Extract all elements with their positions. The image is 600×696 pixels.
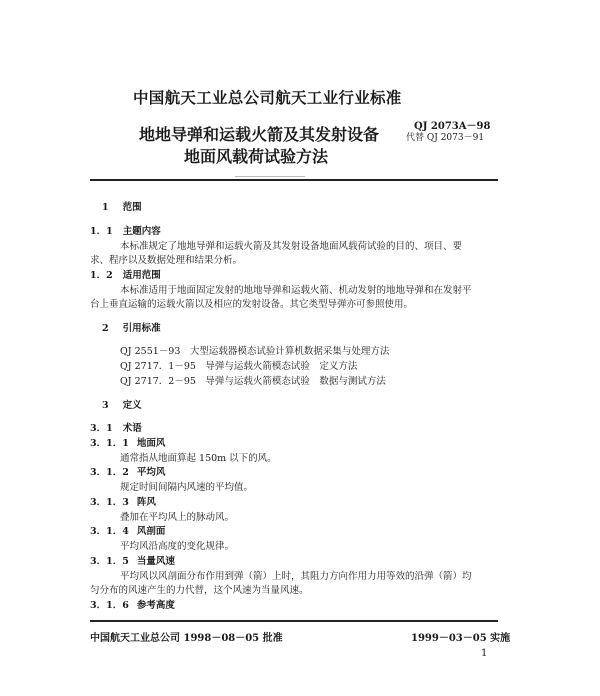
section-title: 适用范围 — [122, 270, 161, 281]
section-3-1-1-heading — [90, 435, 165, 449]
section-title: 引用标准 — [122, 323, 161, 334]
reference-item: QJ 2717．1－95 导弹与运载火箭模态试验 定义方法 — [120, 361, 358, 372]
faint-mark — [235, 176, 305, 177]
section-3-1-3-text: 叠加在平均风上的脉动风。 — [120, 512, 235, 523]
section-title: 术语 — [122, 423, 142, 434]
document-title-line2: 地面风载荷试验方法 — [184, 147, 329, 166]
section-3-1-2-heading — [90, 464, 165, 478]
section-1-1-text: 本标准规定了地地导弹和运载火箭及其发射设备地面风载荷试验的目的、项目、要 — [120, 241, 463, 252]
section-3-1-5-text: 平均风以风剖面分布作用到弹（箭）上时，其阻力方向作用力用等效的沿弹（箭）均 — [120, 571, 472, 582]
section-3-heading — [102, 397, 142, 411]
section-number: 3．1．5 — [90, 556, 129, 567]
section-2-heading — [102, 320, 161, 334]
section-3-1-3-heading — [90, 494, 156, 508]
section-title: 风剖面 — [136, 526, 166, 537]
section-title: 定义 — [122, 400, 142, 411]
replaces-standard: 代替 QJ 2073－91 — [406, 133, 485, 143]
section-1-2-heading — [90, 267, 161, 281]
section-number: 3．1 — [90, 423, 113, 434]
section-title: 平均风 — [136, 467, 166, 478]
page-number: 1 — [481, 648, 488, 659]
reference-item: QJ 2551－93 大型运载器模态试验计算机数据采集与处理方法 — [120, 346, 390, 357]
section-3-1-4-heading — [90, 523, 165, 537]
section-1-2-text: 本标准适用于地面固定发射的地地导弹和运载火箭、机动发射的地地导弹和在发射平 — [120, 285, 472, 296]
section-3-1-4-text: 平均风沿高度的变化规律。 — [120, 541, 235, 552]
standard-code: QJ 2073A－98 — [414, 121, 491, 132]
approval-date: 中国航天工业总公司 1998－08－05 批准 — [90, 633, 283, 644]
section-3-1-1-text: 通常指从地面算起 150m 以下的风。 — [120, 453, 277, 464]
section-number: 3．1．3 — [90, 497, 129, 508]
section-number: 3．1．1 — [90, 438, 129, 449]
section-title: 范围 — [122, 202, 142, 213]
section-3-1-6-heading — [90, 597, 175, 611]
section-title: 当量风速 — [136, 556, 175, 567]
section-number: 3．1．2 — [90, 467, 129, 478]
section-number: 3 — [102, 400, 109, 411]
section-1-1-heading — [90, 223, 161, 237]
section-3-1-5-text-cont: 匀分布的风速产生的力代替，这个风速为当量风速。 — [90, 585, 309, 596]
standard-organization: 中国航天工业总公司航天工业行业标准 — [133, 89, 402, 107]
header-divider — [90, 179, 498, 181]
section-3-1-2-text: 规定时间间隔内风速的平均值。 — [120, 482, 254, 493]
section-number: 1．2 — [90, 270, 113, 281]
implementation-date: 1999－03－05 实施 — [411, 633, 511, 644]
section-1-2-text-cont: 台上垂直运输的运载火箭以及相应的发射设备。其它类型导弹亦可参照使用。 — [90, 299, 414, 310]
section-1-heading — [102, 199, 142, 213]
section-3-1-5-heading — [90, 553, 175, 567]
section-title: 主题内容 — [122, 226, 161, 237]
section-1-1-text-cont: 求、程序以及数据处理和结果分析。 — [90, 255, 243, 266]
section-number: 1 — [102, 202, 109, 213]
section-title: 地面风 — [136, 438, 166, 449]
footer-divider — [90, 620, 498, 622]
document-title-line1: 地地导弹和运载火箭及其发射设备 — [139, 125, 380, 144]
section-title: 参考高度 — [136, 600, 175, 611]
section-number: 3．1．4 — [90, 526, 129, 537]
section-number: 1．1 — [90, 226, 113, 237]
section-number: 3．1．6 — [90, 600, 129, 611]
section-number: 2 — [102, 323, 109, 334]
section-3-1-heading — [90, 420, 142, 434]
reference-item: QJ 2717．2－95 导弹与运载火箭模态试验 数据与测试方法 — [120, 376, 386, 387]
section-title: 阵风 — [136, 497, 156, 508]
